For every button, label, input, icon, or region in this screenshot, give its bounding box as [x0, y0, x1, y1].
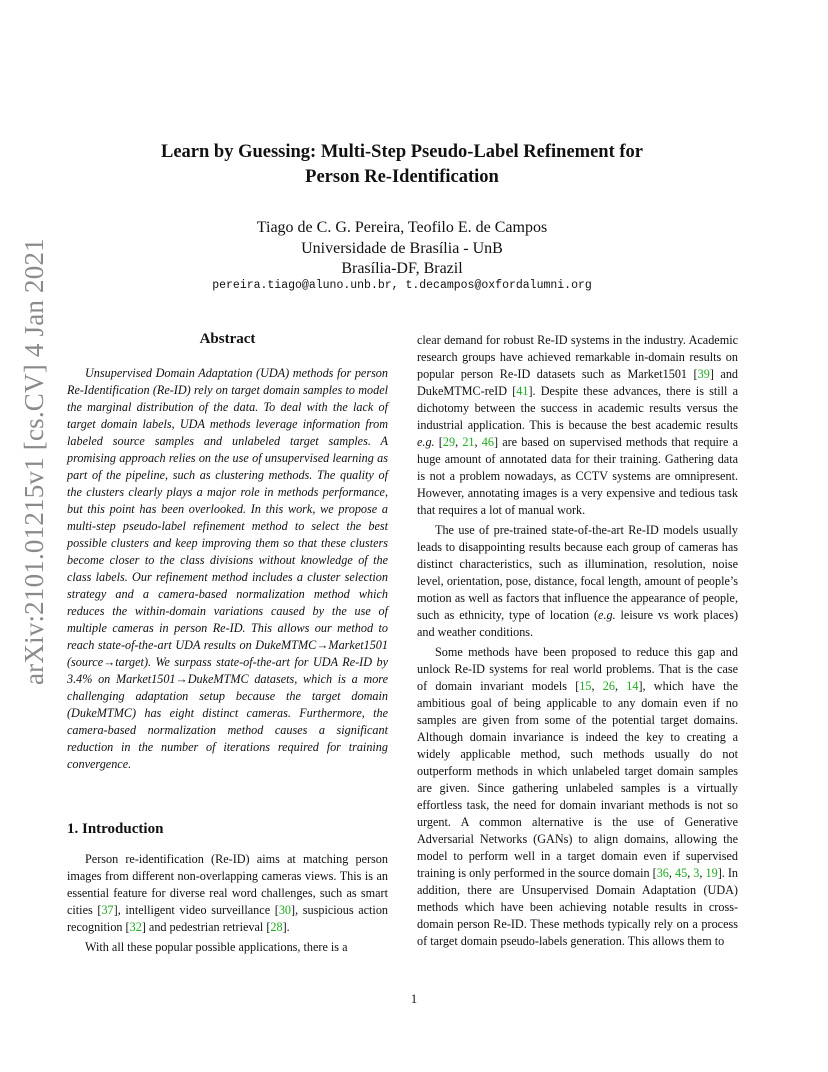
citation-link[interactable]: 14: [626, 679, 639, 693]
citation-link[interactable]: 15: [579, 679, 592, 693]
section-heading-introduction: 1. Introduction: [67, 821, 164, 837]
abstract-paragraph: Unsupervised Domain Adaptation (UDA) methods for person Re-Identification (Re-ID) rely on target domain samples to model the marginal distribution of the data. To deal with the lack of target domain labels, UDA methods leverage information from labeled source samples and unlabeled target samples. A promising approach relies on the use of unsupervised learning as part of the pipeline, such as clustering methods. The quality of the clusters clearly plays a major role in methods performance, but this point has been overlooked. In this work, we propose a multi-step pseudo-label refinement method to select the best possible clusters and keep improving them so that these clusters become closer to the class divisions without knowledge of the class labels. Our refinement method includes a cluster selection strategy and a camera-based normalization method which reduces the within-domain variations caused by the use of multiple cameras in person Re-ID. This allows our method to reach state-of-the-art UDA results on DukeMTMC→Market1501 (source→target). We surpass state-of-the-art for UDA Re-ID by 3.4% on Market1501→DukeMTMC datasets, which is a more challenging adaptation setup because the target domain (DukeMTMC) has eight distinct cameras. Furthermore, the camera-based normalization method causes a significant reduction in the number of iterations required for training convergence.: [67, 366, 388, 771]
author-block: [60, 218, 744, 280]
affiliation: Universidade de Brasília - UnB: [301, 239, 503, 257]
citation-link[interactable]: 19: [705, 866, 718, 880]
citation-link[interactable]: 46: [481, 435, 494, 449]
title-line-2: Person Re-Identification: [305, 167, 499, 187]
citation-link[interactable]: 28: [270, 920, 283, 934]
citation-link[interactable]: 3: [693, 866, 700, 880]
citation-link[interactable]: 30: [278, 903, 292, 917]
citation-link[interactable]: 26: [602, 679, 615, 693]
right-paragraph-1: clear demand for robust Re-ID systems in the industry. Academic research groups have achieved remarkable in-domain results on popular person Re-ID datasets such as Market1501 [39] and DukeMTMC-reID [41]. Despite these advances, there is still a dichotomy between the success in academic results versus the industrial application. This is because the best academic results e.g. [29, 21, 46] are based on supervised methods that require a huge amount of annotated data for their training. Gathering data is not a problem nowadays, as CCTV systems are omnipresent. However, annotating images is a very expensive and tedious task that requires a lot of manual work.: [417, 333, 739, 517]
citation-link[interactable]: 45: [675, 866, 688, 880]
citation-link[interactable]: 36: [656, 866, 669, 880]
citation-link[interactable]: 41: [516, 384, 529, 398]
citation-link[interactable]: 37: [101, 903, 114, 917]
intro-paragraph-1: Person re-identification (Re-ID) aims at matching person images from different non-overlapping cameras views. This is an essential feature for diverse real word challenges, such as smart cities [37], intelligent video surveillance [30], suspicious action recognition [32] and pedestrian retrieval [28].: [67, 852, 389, 934]
location: Brasília-DF, Brazil: [341, 260, 463, 277]
right-paragraph-3: Some methods have been proposed to reduce this gap and unlock Re-ID systems for real world problems. That is the case of domain invariant models [15, 26, 14], which have the ambitious goal of being applicable to any domain even if no samples are given from some of the potential target domains. Although domain invariance is indeed the key to creating a widely applicable method, such methods usually do not outperform methods in which unlabeled target domain samples are given. Since gathering unlabeled samples is a virtually effortless task, the need for domain invariant methods is not so urgent. A common alternative is the use of Generative Adversarial Networks (GANs) to align domains, allowing the model to perform well in a target domain even if supervised training is only performed in the source domain [36, 45, 3, 19]. In addition, there are Unsupervised Domain Adaptation (UDA) methods which have been achieving notable results in cross-domain person Re-ID. These methods typically rely on a process of target domain pseudo-labels generation. This allows them to: [417, 645, 739, 948]
right-paragraph-2: The use of pre-trained state-of-the-art Re-ID models usually leads to disappointing results because each group of cameras has distinct characteristics, such as illumination, resolution, noise level, orientation, pose, distance, focal length, amount of people’s motion as well as factors that influence the appearance of people, such as ethnicity, type of location (e.g. leisure vs work places) and weather conditions.: [417, 523, 738, 639]
author-emails: pereira.tiago@aluno.unb.br, t.decampos@oxfordalumni.org: [212, 279, 592, 292]
citation-link[interactable]: 39: [697, 367, 710, 381]
abstract-text: [67, 365, 388, 773]
intro-paragraph-2: With all these popular possible applications, there is a: [85, 940, 348, 954]
citation-link[interactable]: 21: [462, 435, 475, 449]
page-number: 1: [410, 992, 418, 1006]
abstract-heading: Abstract: [199, 331, 256, 347]
citation-link[interactable]: 29: [442, 435, 456, 449]
introduction-left-column: [67, 851, 388, 956]
paper-title: [60, 140, 744, 190]
arxiv-identifier-text: arXiv:2101.01215v1 [cs.CV] 4 Jan 2021: [19, 238, 49, 685]
citation-link[interactable]: 32: [129, 920, 142, 934]
author-names: Tiago de C. G. Pereira, Teofilo E. de Campos: [256, 219, 548, 236]
title-line-1: Learn by Guessing: Multi-Step Pseudo-Label Refinement for: [160, 142, 643, 162]
right-column: [417, 332, 738, 950]
